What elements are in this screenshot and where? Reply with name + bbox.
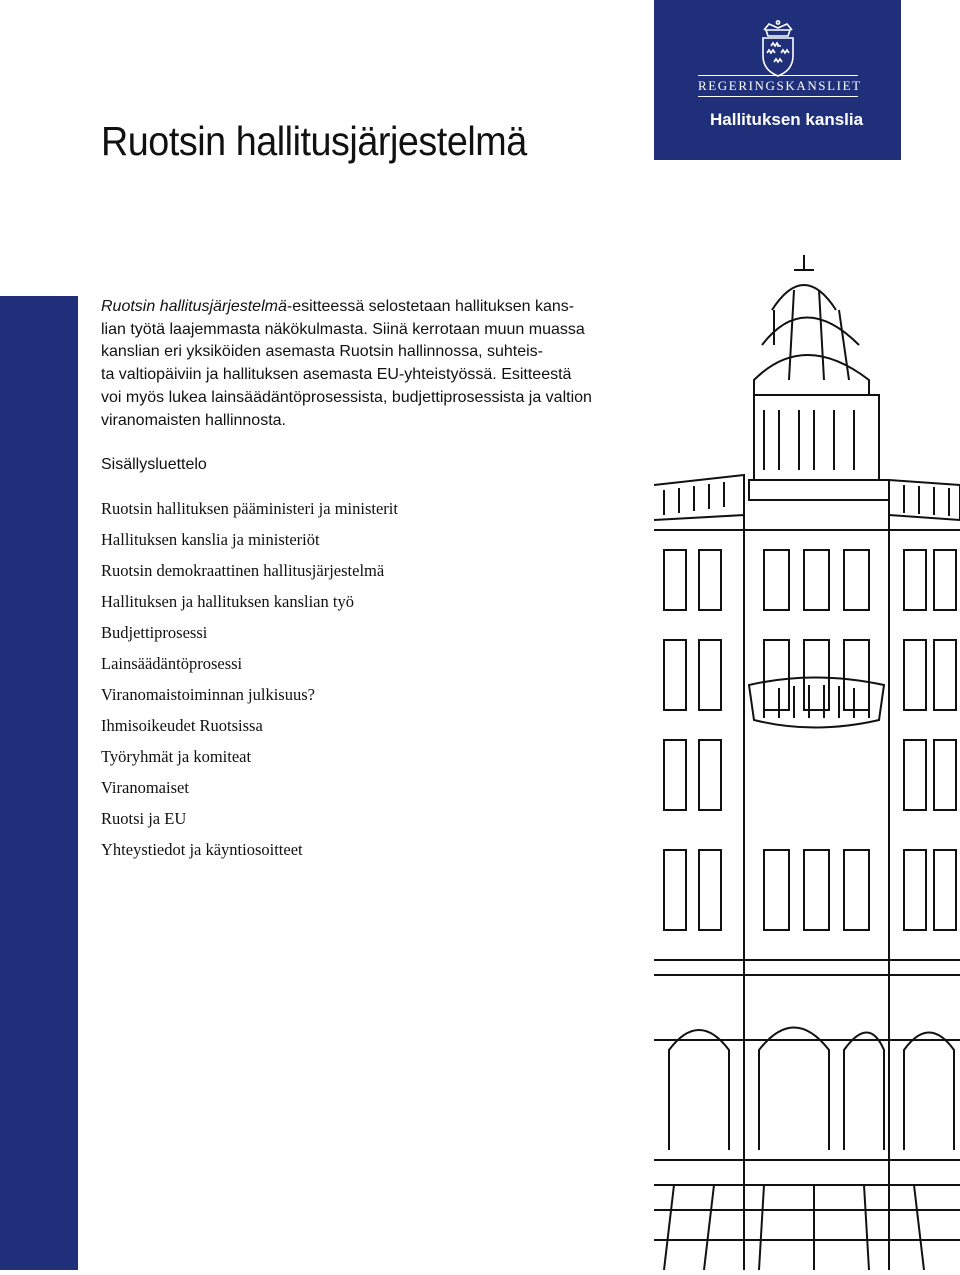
intro-line-text: -esitteessä selostetaan hallituksen kans-	[286, 298, 575, 315]
toc-item[interactable]: Viranomaiset	[101, 778, 189, 797]
regeringskansliet-logo	[654, 0, 901, 160]
page-title: Ruotsin hallitusjärjestelmä	[101, 118, 527, 164]
toc-item[interactable]: Lainsäädäntöprosessi	[101, 654, 243, 673]
table-of-contents	[101, 498, 398, 870]
department-name: Hallituksen kanslia	[710, 110, 864, 129]
intro-line: voi myös lukea lainsäädäntöprosessista, budjettiprosessista ja valtion	[101, 388, 592, 406]
intro-line: lian työtä laajemmasta näkökulmasta. Siinä kerrotaan muun muassa	[101, 320, 585, 338]
intro-line: ta valtiopäiviin ja hallituksen asemasta EU-yhteistyössä. Esitteestä	[101, 366, 572, 384]
toc-item[interactable]: Hallituksen kanslia ja ministeriöt	[101, 530, 320, 549]
toc-item[interactable]: Yhteystiedot ja käyntiosoitteet	[101, 840, 303, 859]
toc-item[interactable]: Viranomaistoiminnan julkisuus?	[101, 685, 315, 704]
toc-item[interactable]: Ruotsin hallituksen pääministeri ja ministerit	[101, 499, 398, 518]
building-illustration	[654, 250, 960, 1270]
brand-name: REGERINGSKANSLIET	[698, 78, 862, 93]
toc-item[interactable]: Ruotsi ja EU	[101, 809, 187, 828]
logo-rule-bottom	[698, 96, 858, 97]
intro-brochure-title: Ruotsin hallitusjärjestelmä	[101, 298, 287, 315]
toc-item[interactable]: Työryhmät ja komiteat	[101, 747, 252, 766]
intro-line: viranomaisten hallinnosta.	[101, 411, 286, 429]
logo-rule-top	[698, 75, 858, 76]
intro-paragraph	[101, 296, 621, 432]
toc-item[interactable]: Hallituksen ja hallituksen kanslian työ	[101, 592, 354, 611]
three-crowns-icon	[757, 20, 799, 78]
toc-item[interactable]: Budjettiprosessi	[101, 623, 208, 642]
intro-line	[101, 296, 621, 319]
toc-heading: Sisällysluettelo	[101, 456, 207, 473]
intro-line: kanslian eri yksiköiden asemasta Ruotsin hallinnossa, suhteis-	[101, 343, 543, 361]
toc-item[interactable]: Ihmisoikeudet Ruotsissa	[101, 716, 263, 735]
left-accent-bar	[0, 296, 78, 1270]
toc-item[interactable]: Ruotsin demokraattinen hallitusjärjestelmä	[101, 561, 385, 580]
